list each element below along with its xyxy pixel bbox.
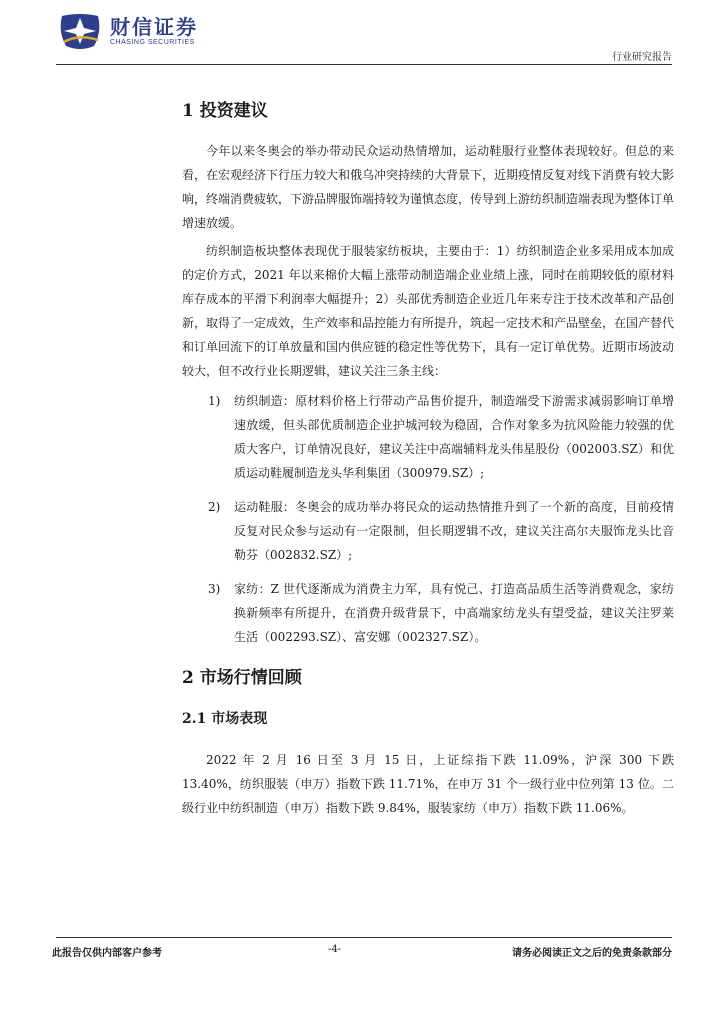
footer-disclaimer-right: 请务必阅读正文之后的免责条款部分 [512, 948, 672, 959]
section-2-1-heading: 2.1 市场表现 [182, 711, 268, 727]
logo-chinese-name: 财信证券 [110, 15, 198, 39]
header-divider [56, 64, 672, 65]
list-item [208, 577, 674, 649]
list-item [208, 389, 674, 485]
section-2-heading: 2 市场行情回顾 [182, 668, 302, 688]
list-number: 3) [208, 582, 221, 596]
report-type-label: 行业研究报告 [612, 52, 672, 63]
paragraph: 纺织制造板块整体表现优于服装家纺板块，主要由于：1）纺织制造企业多采用成本加成的定价方式，2021 年以来棉价大幅上涨带动制造端企业业绩上涨，同时在前期较低的原材料库存成本的平滑下利润率大幅提升；2）头部优秀制造企业近几年来专注于技术改革和产品创新，取得了一定成效，生产效率和品控能力有所提升，筑起一定技术和产品壁垒，在国产替代和订单回流下的订单放量和国内供应链的稳定性等优势下，具有一定订单优势。近期市场波动较大，但不改行业长期逻辑，建议关注三条主线： [182, 244, 675, 378]
paragraph: 今年以来冬奥会的举办带动民众运动热情增加，运动鞋服行业整体表现较好。但总的来看，在宏观经济下行压力较大和俄乌冲突持续的大背景下，近期疫情反复对线下消费有较大影响，终端消费疲软，下游品牌服饰端持较为谨慎态度，传导到上游纺织制造端表现为整体订单增速放缓。 [182, 144, 675, 230]
list-text: 运动鞋服：冬奥会的成功举办将民众的运动热情推升到了一个新的高度，目前疫情反复对民众参与运动有一定限制，但长期逻辑不改，建议关注高尔夫服饰龙头比音勒芬（002832.SZ）; [234, 500, 674, 562]
list-item [208, 495, 674, 567]
list-text: 纺织制造：原材料价格上行带动产品售价提升，制造端受下游需求减弱影响订单增速放缓，但头部优质制造企业护城河较为稳固，合作对象多为抗风险能力较强的优质大客户，订单情况良好，建议关注中高端辅料龙头伟星股份（002003.SZ）和优质运动鞋履制造龙头华利集团（300979.SZ）; [234, 394, 674, 480]
list-text: 家纺：Z 世代逐渐成为消费主力军，具有悦己、打造高品质生活等消费观念，家纺换新频率有所提升，在消费升级背景下，中高端家纺龙头有望受益，建议关注罗莱生活（002293.SZ）、富安娜（002327.SZ）。 [234, 582, 674, 644]
footer-divider [56, 937, 672, 938]
footer-disclaimer-left: 此报告仅供内部客户参考 [52, 948, 162, 959]
list-number: 2) [208, 500, 221, 514]
section-1-heading: 1 投资建议 [182, 101, 268, 121]
main-content [182, 96, 674, 824]
logo-english-name: CHASING SECURITIES [110, 39, 195, 46]
paragraph: 2022 年 2 月 16 日至 3 月 15 日，上证综指下跌 11.09%，沪深 300 下跌 13.40%，纺织服装（申万）指数下跌 11.71%，在申万 31 个一级行业中位列第 13 位。二级行业中纺织制造（申万）指数下跌 9.84%，服装家纺（申万）指数下跌 11.06%。 [182, 753, 674, 815]
company-logo [58, 12, 198, 50]
list-number: 1) [208, 394, 221, 408]
page-number: -4- [328, 944, 342, 955]
chasing-logo-icon [58, 12, 102, 50]
